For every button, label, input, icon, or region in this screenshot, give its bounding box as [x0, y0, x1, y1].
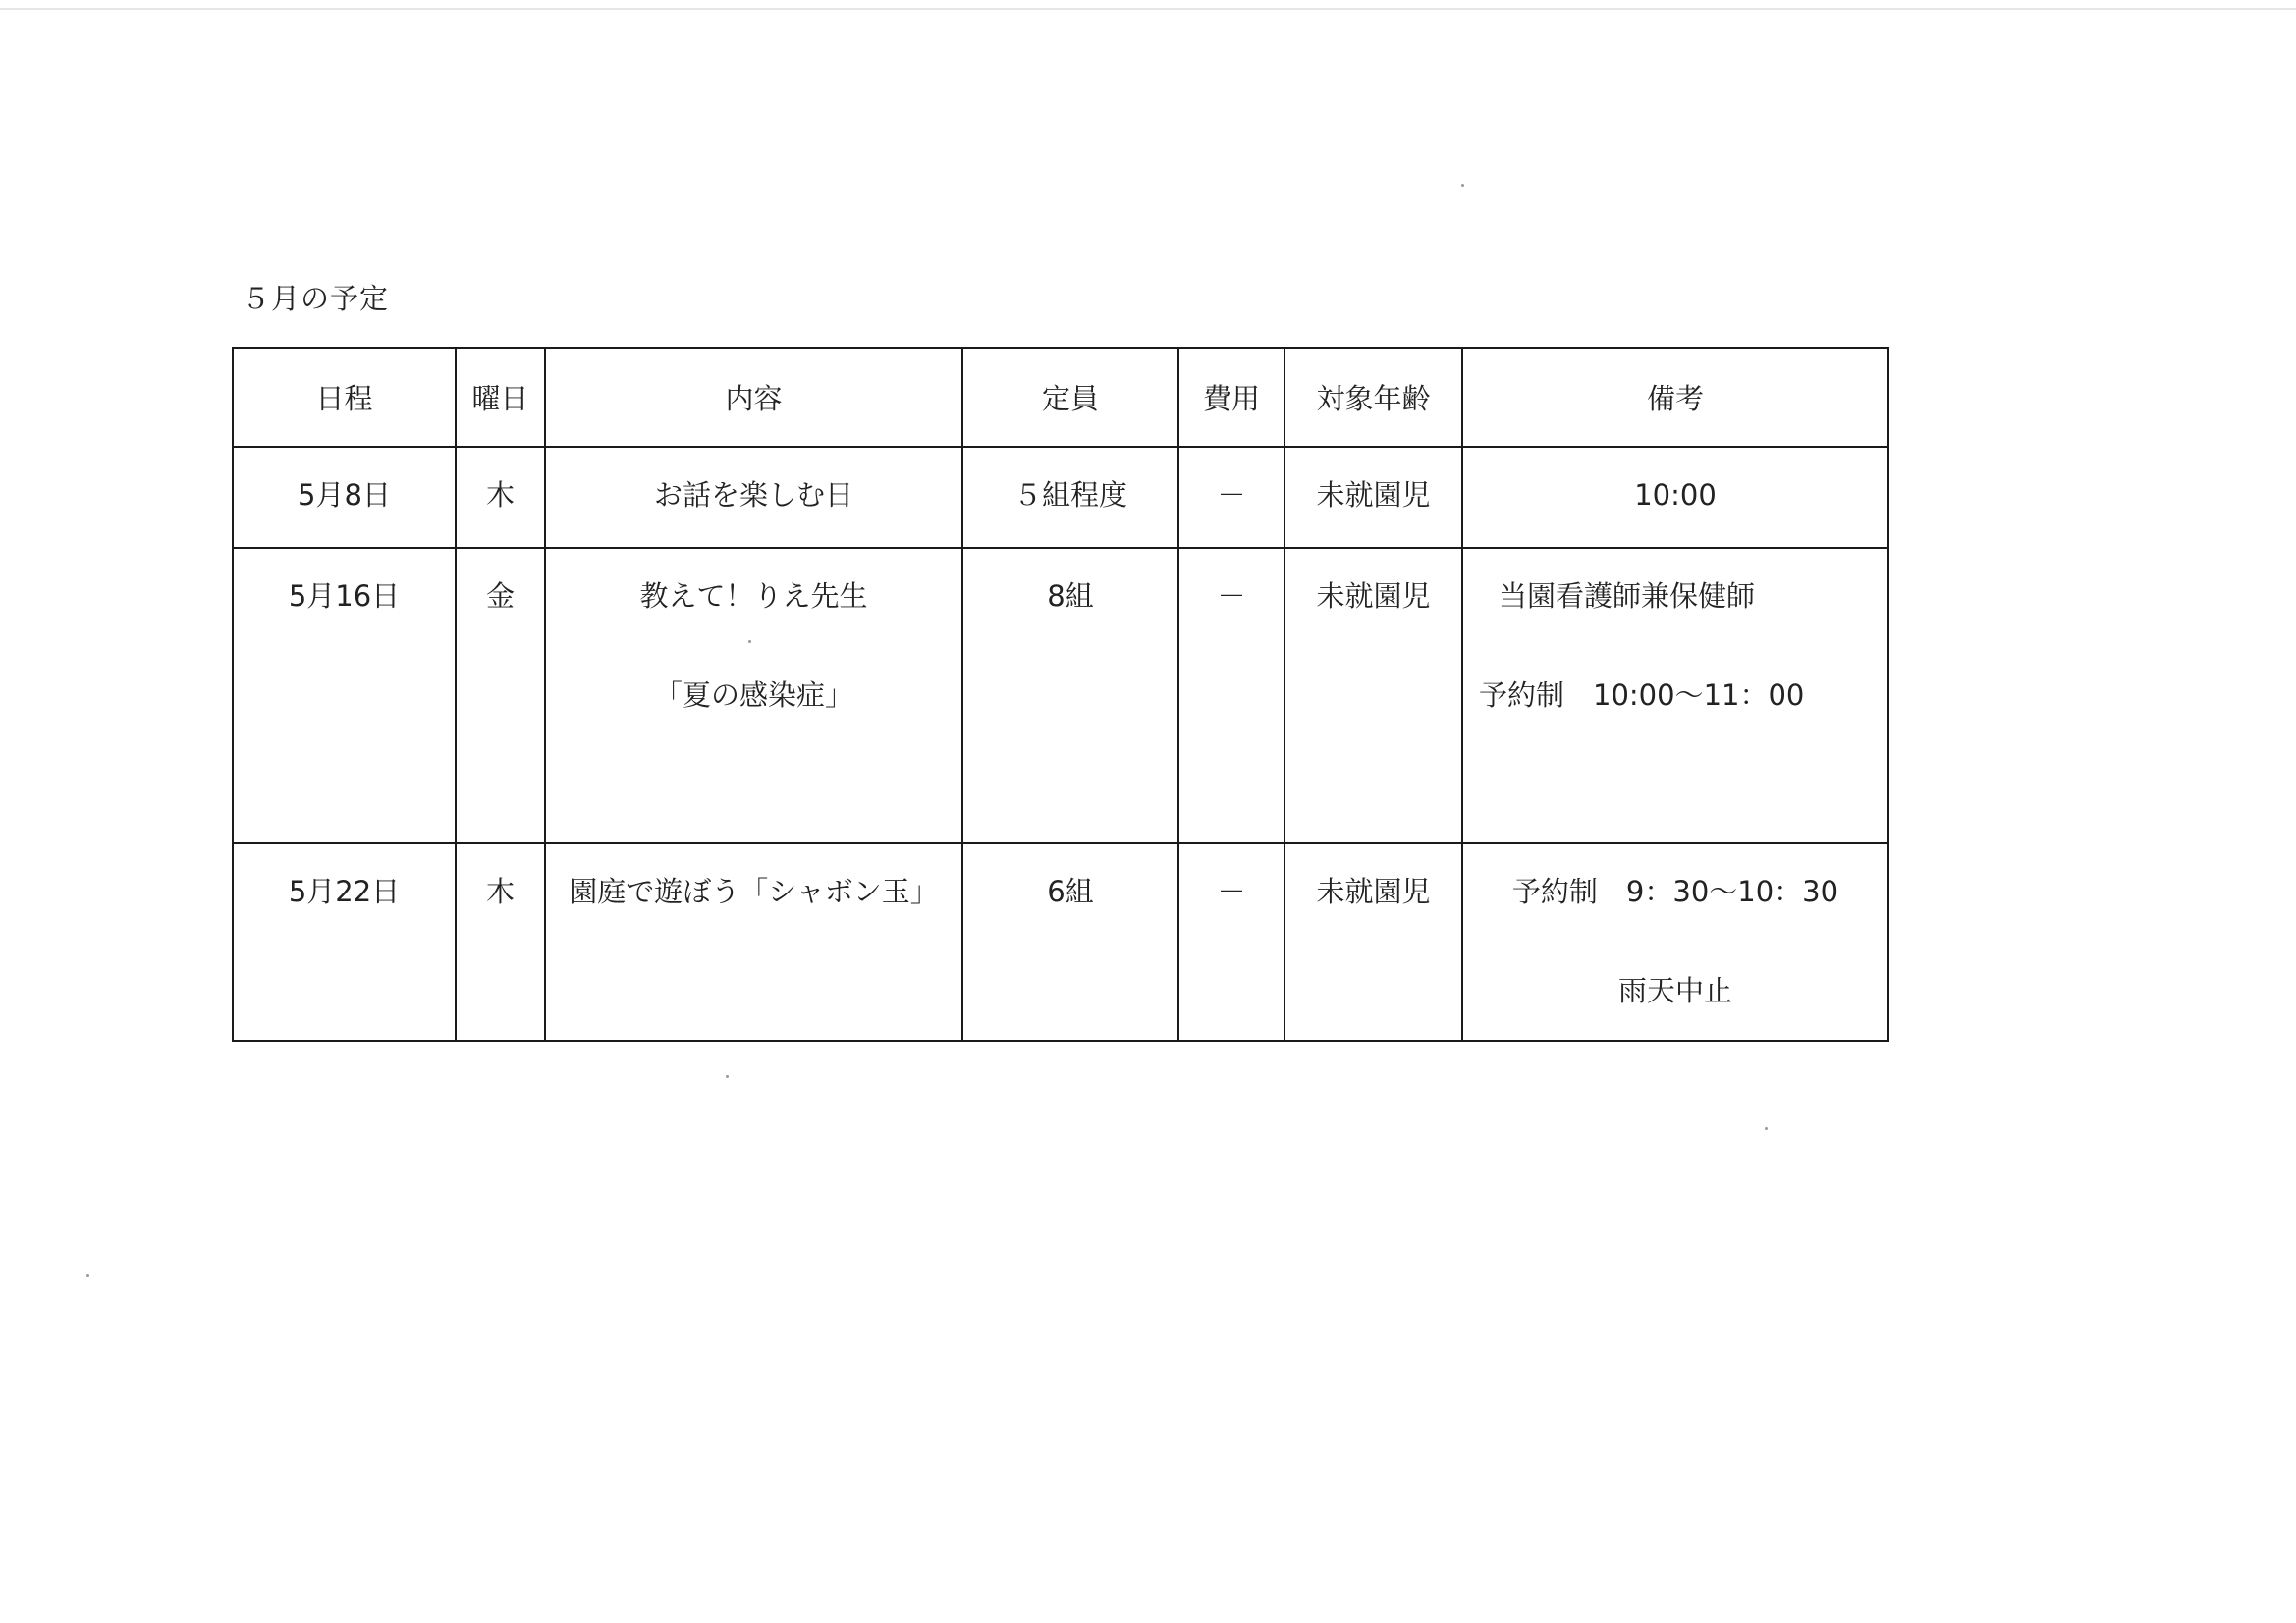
- date-text: 5月8日: [298, 478, 391, 512]
- content-text: 園庭で遊ぼう「シャボン玉」: [569, 875, 939, 908]
- header-fee: 費用: [1178, 348, 1285, 447]
- content-subtitle: 「夏の感染症」: [653, 678, 853, 712]
- cell-content: [545, 447, 962, 548]
- cell-content: [545, 548, 962, 843]
- weekday-text: 金: [485, 579, 515, 613]
- cell-age: [1285, 843, 1462, 1041]
- scan-speck: [1765, 1127, 1768, 1130]
- capacity-text: 8組: [1047, 579, 1094, 613]
- notes-weather: 雨天中止: [1617, 974, 1732, 1007]
- cell-fee: [1178, 843, 1285, 1041]
- cell-capacity: [962, 843, 1178, 1041]
- content-text: 教えて！りえ先生: [639, 579, 868, 613]
- weekday-text: 木: [485, 875, 515, 908]
- cell-notes: [1462, 447, 1888, 548]
- header-notes: 備考: [1462, 348, 1888, 447]
- cell-content: [545, 843, 962, 1041]
- scan-speck: [86, 1274, 89, 1277]
- cell-age: [1285, 548, 1462, 843]
- table-row: [233, 843, 1888, 1041]
- header-date: 日程: [233, 348, 456, 447]
- age-text: 未就園児: [1316, 478, 1431, 512]
- capacity-text: ５組程度: [1012, 478, 1127, 512]
- cell-weekday: [456, 548, 545, 843]
- schedule-table: [232, 347, 1889, 1042]
- cell-date: [233, 548, 456, 843]
- table-header-row: [233, 348, 1888, 447]
- cell-notes: [1462, 843, 1888, 1041]
- header-content: 内容: [545, 348, 962, 447]
- header-age: 対象年齢: [1285, 348, 1462, 447]
- table-row: [233, 447, 1888, 548]
- table-row: [233, 548, 1888, 843]
- scan-speck: [726, 1075, 729, 1078]
- header-capacity: 定員: [962, 348, 1178, 447]
- scan-speck: [1461, 184, 1464, 187]
- page-title: ５月の予定: [242, 282, 390, 315]
- header-weekday: 曜日: [456, 348, 545, 447]
- age-text: 未就園児: [1316, 875, 1431, 908]
- weekday-text: 木: [485, 478, 515, 512]
- notes-text: 予約制 9：30～10：30: [1511, 875, 1839, 908]
- scan-edge: [0, 8, 2296, 10]
- cell-capacity: [962, 447, 1178, 548]
- notes-reservation: 予約制 10:00～11：00: [1479, 678, 1805, 712]
- date-text: 5月22日: [288, 875, 401, 908]
- cell-weekday: [456, 843, 545, 1041]
- notes-text: 10:00: [1634, 478, 1717, 512]
- age-text: 未就園児: [1316, 579, 1431, 613]
- fee-text: －: [1217, 875, 1246, 908]
- cell-notes: [1462, 548, 1888, 843]
- cell-fee: [1178, 548, 1285, 843]
- fee-text: －: [1217, 579, 1246, 613]
- cell-capacity: [962, 548, 1178, 843]
- cell-age: [1285, 447, 1462, 548]
- cell-date: [233, 447, 456, 548]
- cell-weekday: [456, 447, 545, 548]
- content-text: お話を楽しむ日: [653, 478, 853, 512]
- fee-text: －: [1217, 478, 1246, 512]
- notes-text: 当園看護師兼保健師: [1499, 579, 1756, 613]
- capacity-text: 6組: [1047, 875, 1094, 908]
- cell-date: [233, 843, 456, 1041]
- date-text: 5月16日: [288, 579, 401, 613]
- cell-fee: [1178, 447, 1285, 548]
- scan-speck: [748, 640, 751, 643]
